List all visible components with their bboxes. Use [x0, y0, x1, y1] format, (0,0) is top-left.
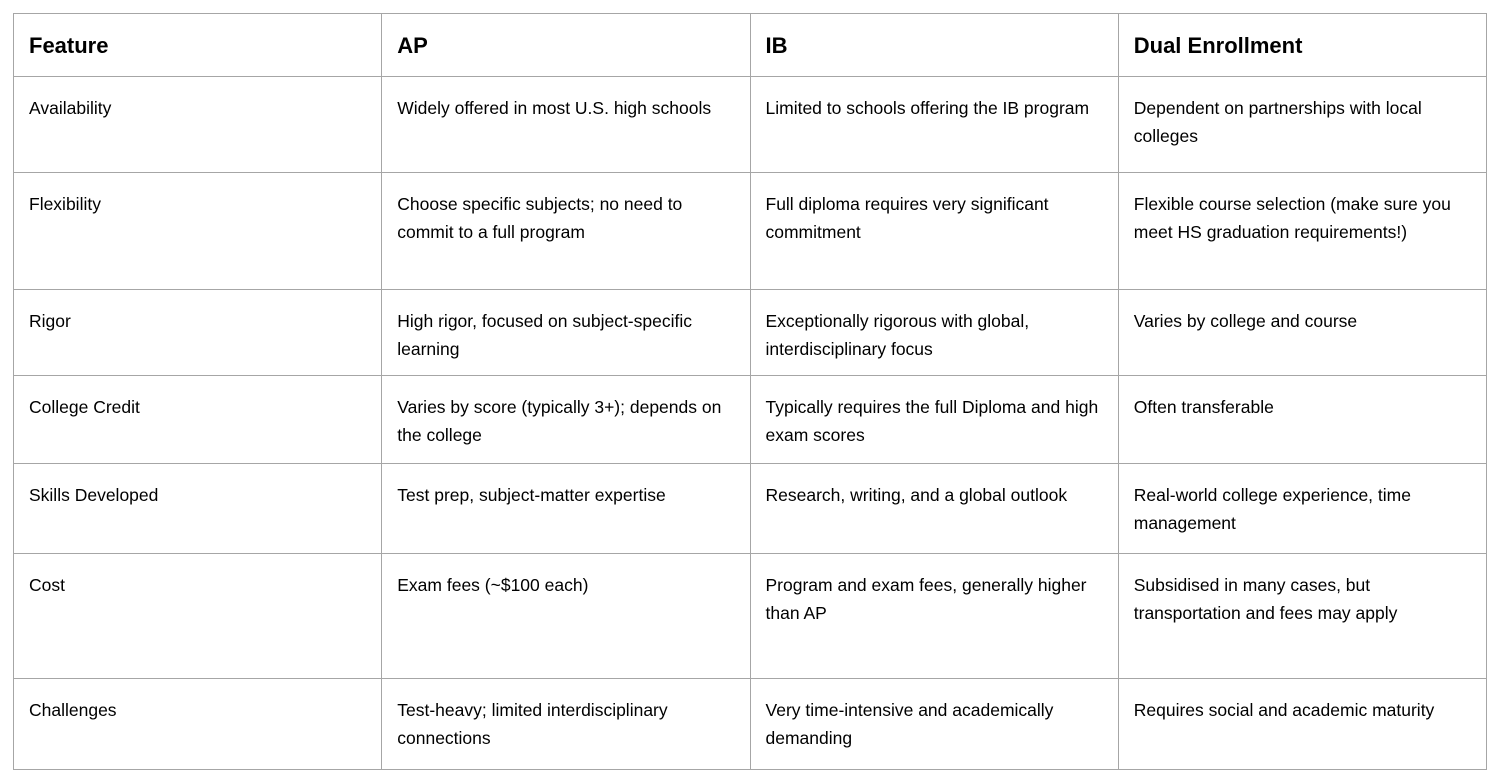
cell-skills-ib: Research, writing, and a global outlook	[750, 464, 1118, 554]
header-row	[14, 14, 1487, 77]
feature-label: Skills Developed	[14, 464, 382, 554]
cell-availability-ap: Widely offered in most U.S. high schools	[382, 77, 750, 173]
feature-label: College Credit	[14, 376, 382, 464]
cell-skills-ap: Test prep, subject-matter expertise	[382, 464, 750, 554]
feature-label: Challenges	[14, 679, 382, 770]
cell-availability-dual: Dependent on partnerships with local colleges	[1118, 77, 1486, 173]
cell-flexibility-ib: Full diploma requires very significant commitment	[750, 173, 1118, 290]
table-row-college-credit	[14, 376, 1487, 464]
feature-label: Rigor	[14, 290, 382, 376]
cell-challenges-ib: Very time-intensive and academically demanding	[750, 679, 1118, 770]
table-row-rigor	[14, 290, 1487, 376]
cell-challenges-dual: Requires social and academic maturity	[1118, 679, 1486, 770]
cell-college-credit-dual: Often transferable	[1118, 376, 1486, 464]
cell-flexibility-dual: Flexible course selection (make sure you meet HS graduation requirements!)	[1118, 173, 1486, 290]
feature-label: Cost	[14, 554, 382, 679]
feature-label: Availability	[14, 77, 382, 173]
column-header-dual-enrollment: Dual Enrollment	[1118, 14, 1486, 77]
cell-availability-ib: Limited to schools offering the IB program	[750, 77, 1118, 173]
feature-label: Flexibility	[14, 173, 382, 290]
table-row-availability	[14, 77, 1487, 173]
cell-skills-dual: Real-world college experience, time management	[1118, 464, 1486, 554]
table-row-flexibility	[14, 173, 1487, 290]
program-comparison-table	[13, 13, 1487, 770]
cell-college-credit-ib: Typically requires the full Diploma and high exam scores	[750, 376, 1118, 464]
column-header-ib: IB	[750, 14, 1118, 77]
table-row-cost	[14, 554, 1487, 679]
cell-rigor-ib: Exceptionally rigorous with global, interdisciplinary focus	[750, 290, 1118, 376]
column-header-feature: Feature	[14, 14, 382, 77]
table-row-challenges	[14, 679, 1487, 770]
cell-cost-ib: Program and exam fees, generally higher than AP	[750, 554, 1118, 679]
cell-cost-dual: Subsidised in many cases, but transportation and fees may apply	[1118, 554, 1486, 679]
table-row-skills-developed	[14, 464, 1487, 554]
cell-college-credit-ap: Varies by score (typically 3+); depends on the college	[382, 376, 750, 464]
cell-cost-ap: Exam fees (~$100 each)	[382, 554, 750, 679]
cell-rigor-ap: High rigor, focused on subject-specific learning	[382, 290, 750, 376]
cell-rigor-dual: Varies by college and course	[1118, 290, 1486, 376]
cell-flexibility-ap: Choose specific subjects; no need to commit to a full program	[382, 173, 750, 290]
cell-challenges-ap: Test-heavy; limited interdisciplinary connections	[382, 679, 750, 770]
column-header-ap: AP	[382, 14, 750, 77]
